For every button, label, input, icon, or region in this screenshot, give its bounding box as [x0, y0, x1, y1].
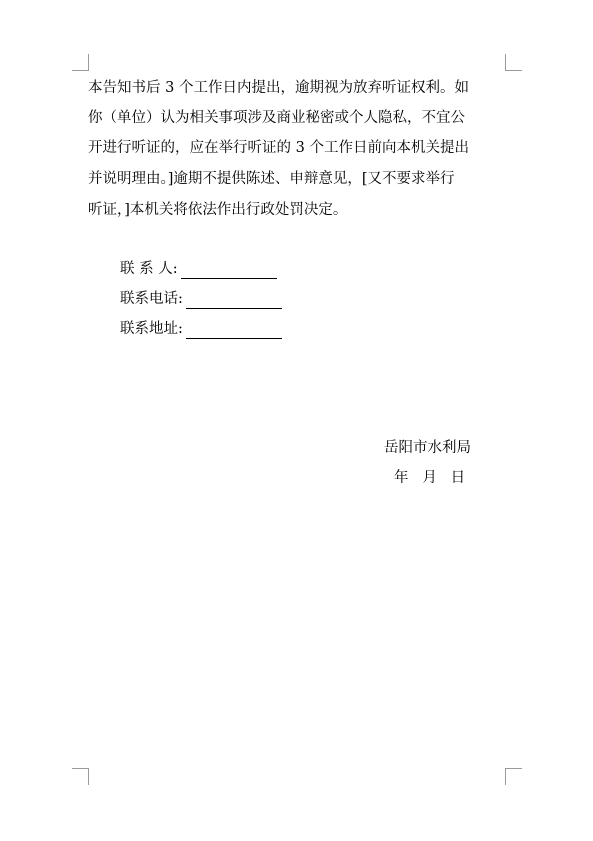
contact-address-blank[interactable]: [186, 321, 282, 339]
contact-address-label: 联系地址:: [120, 321, 183, 337]
issue-date: 年 月 日: [394, 470, 466, 486]
page-corner-mark-top-left: [72, 54, 89, 71]
paragraph-line: 听证，]本机关将依法作出行政处罚决定。: [88, 202, 348, 218]
page-corner-mark-bottom-left: [72, 768, 89, 785]
contact-person-label: 联 系 人:: [120, 261, 178, 277]
contact-phone-label: 联系电话:: [120, 291, 183, 307]
issuing-organization: 岳阳市水利局: [384, 440, 471, 456]
contact-person-row: [120, 259, 277, 279]
contact-phone-blank[interactable]: [186, 291, 282, 309]
contact-address-row: [120, 319, 282, 339]
page-corner-mark-bottom-right: [505, 768, 522, 785]
contact-phone-row: [120, 289, 282, 309]
paragraph-line: 你（单位）认为相关事项涉及商业秘密或个人隐私，不宜公: [88, 110, 465, 126]
page-corner-mark-top-right: [505, 54, 522, 71]
contact-person-blank[interactable]: [181, 261, 277, 279]
paragraph-line: 并说明理由。]逾期不提供陈述、申辩意见，[又不要求举行: [88, 171, 455, 187]
paragraph-line: 本告知书后 3 个工作日内提出，逾期视为放弃听证权利。如: [88, 80, 469, 96]
paragraph-line: 开进行听证的，应在举行听证的 3 个工作日前向本机关提出: [88, 140, 469, 156]
